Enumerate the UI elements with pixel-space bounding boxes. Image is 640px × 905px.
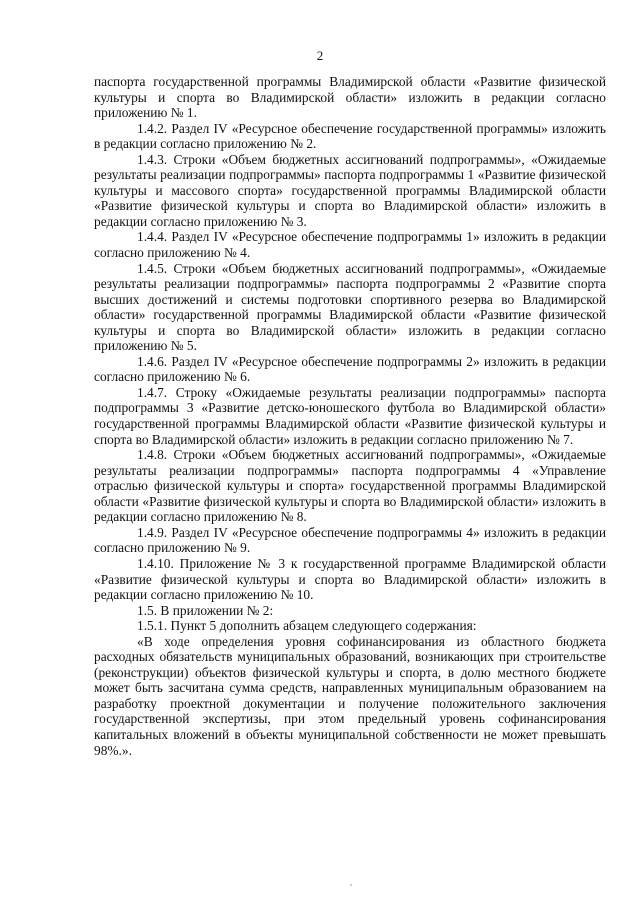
paragraph-1-5-1: 1.5.1. Пункт 5 дополнить абзацем следующего содержания: <box>137 618 477 634</box>
paragraph-1-5: 1.5. В приложении № 2: <box>137 602 274 618</box>
paragraph-1-4-8: 1.4.8. Строки «Объем бюджетных ассигнований подпрограммы», «Ожидаемые результаты реализации подпрограммы» паспорта подпрограммы 4 «Управление отраслью физической культуры и спорта» государственной программы Владимирской области «Развитие физической культуры и спорта во Владимирской области» изложить в редакции согласно приложению № 8. <box>94 447 606 525</box>
paragraph-1-4-5: 1.4.5. Строки «Объем бюджетных ассигнований подпрограммы», «Ожидаемые результаты реализации подпрограммы» паспорта подпрограммы 2 «Развитие спорта высших достижений и системы подготовки спортивного резерва во Владимирской области» государственной программы Владимирской области «Развитие физической культуры и спорта во Владимирской области» изложить в редакции согласно приложению № 5. <box>94 260 606 354</box>
paragraph-1-4-3: 1.4.3. Строки «Объем бюджетных ассигнований подпрограммы», «Ожидаемые результаты реализации подпрограммы» паспорта подпрограммы 1 «Развитие физической культуры и массового спорта» государственной программы Владимирской области «Развитие физической культуры и спорта во Владимирской области» изложить в редакции согласно приложению № 3. <box>94 151 606 229</box>
paragraph-1-4-10: 1.4.10. Приложение № 3 к государственной программе Владимирской области «Развитие физической культуры и спорта во Владимирской области» изложить в редакции согласно приложению № 10. <box>94 555 606 603</box>
paragraph-1-4-9: 1.4.9. Раздел IV «Ресурсное обеспечение подпрограммы 4» изложить в редакции согласно приложению № 9. <box>94 524 606 556</box>
scan-speck <box>350 884 352 886</box>
page-number: 2 <box>316 48 324 63</box>
paragraph-1-4-2: 1.4.2. Раздел IV «Ресурсное обеспечение государственной программы» изложить в редакции согласно приложению № 2. <box>94 120 606 152</box>
paragraph-continuation: паспорта государственной программы Владимирской области «Развитие физической культуры и спорта во Владимирской области» изложить в редакции согласно приложению № 1. <box>94 74 606 121</box>
document-body <box>94 74 606 758</box>
paragraph-1-4-6: 1.4.6. Раздел IV «Ресурсное обеспечение подпрограммы 2» изложить в редакции согласно приложению № 6. <box>94 353 606 385</box>
paragraph-quoted-amendment: «В ходе определения уровня софинансирования из областного бюджета расходных обязательств муниципальных образований, возникающих при строительстве (реконструкции) объектов физической культуры и спорта, в долю местного бюджете может быть засчитана сумма средств, направленных муниципальным образованием на разработку проектной документации и получение положительного заключения государственной экспертизы, при этом предельный уровень софинансирования капитальных вложений в объекты муниципальной собственности не может превышать 98%.». <box>94 633 606 758</box>
paragraph-1-4-4: 1.4.4. Раздел IV «Ресурсное обеспечение подпрограммы 1» изложить в редакции согласно приложению № 4. <box>94 229 606 261</box>
paragraph-1-4-7: 1.4.7. Строку «Ожидаемые результаты реализации подпрограммы» паспорта подпрограммы 3 «Развитие детско-юношеского футбола во Владимирской области» государственной программы Владимирской области «Развитие физической культуры и спорта во Владимирской области» изложить в редакции согласно приложению № 7. <box>94 384 606 447</box>
